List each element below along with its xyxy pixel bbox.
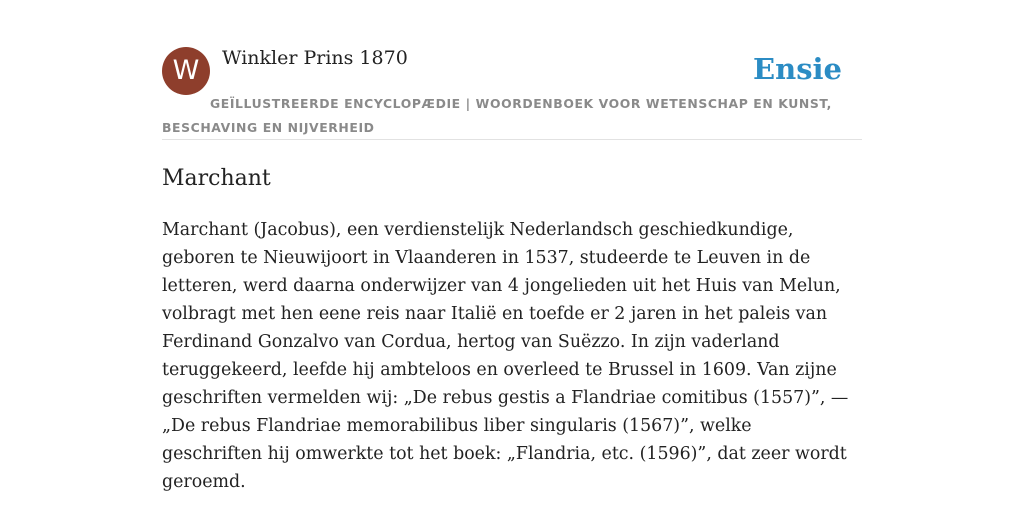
source-avatar[interactable]: W — [162, 47, 210, 95]
header-divider — [162, 139, 862, 140]
entry-title: Marchant — [162, 166, 271, 191]
source-title[interactable]: Winkler Prins 1870 — [222, 47, 408, 69]
source-subtitle: GEÏLLUSTREERDE ENCYCLOPÆDIE | WOORDENBOEK VOOR WETENSCHAP EN KUNST, BESCHAVING EN NIJVERHEID — [162, 96, 832, 135]
entry-body: Marchant (Jacobus), een verdienstelijk Nederlandsch geschiedkundige, geboren te Nieuwijoort in Vlaanderen in 1537, studeerde te Leuven in de letteren, werd daarna onderwijzer van 4 jongelieden uit het Huis van Melun, volbragt met hen eene reis naar Italië en toefde er 2 jaren in het paleis van Ferdinand Gonzalvo van Cordua, hertog van Suëzzo. In zijn vaderland teruggekeerd, leefde hij ambteloos en overleed te Brussel in 1609. Van zijne geschriften vermelden wij: „De rebus gestis a Flandriae comitibus (1557)”, — „De rebus Flandriae memorabilibus liber singularis (1567)”, welke geschriften hij omwerkte tot het boek: „Flandria, etc. (1596)”, dat zeer wordt geroemd. — [162, 220, 849, 492]
ensie-logo-link[interactable]: Ensie — [753, 52, 842, 86]
